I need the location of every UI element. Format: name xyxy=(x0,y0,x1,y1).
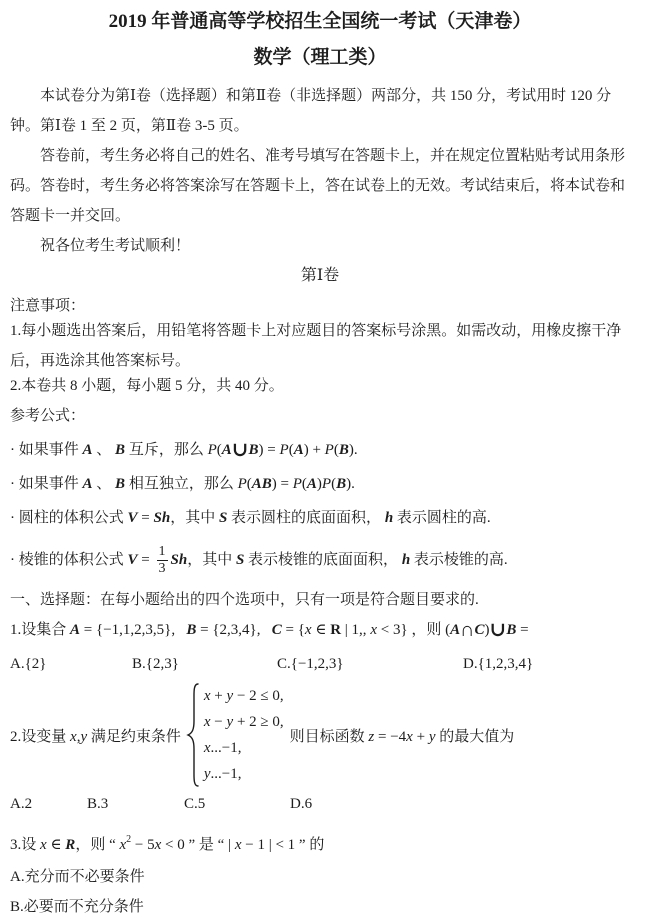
section1-heading: 一、选择题：在每小题给出的四个选项中，只有一项是符合题目要求的. xyxy=(10,592,479,608)
constraint-line-1: x + y − 2 ≤ 0, xyxy=(203,688,284,704)
question-2-objective: 则目标函数 z = −4x + y 的最大值为 xyxy=(289,728,515,745)
constraint-line-3: x...−1, xyxy=(203,740,242,756)
question-3-stem: 3.设 x ∈ R，则 “ $x^2 - 5x < 0$ ” 是 “ | x − 1 | < 1 ” 的 xyxy=(10,834,325,853)
q1-option-c: C.{−1,2,3} xyxy=(277,656,344,672)
intro-paragraph-1: 本试卷分为第Ⅰ卷（选择题）和第Ⅱ卷（非选择题）两部分，共 150 分，考试用时 120 分钟。第Ⅰ卷 1 至 2 页，第Ⅱ卷 3-5 页。 xyxy=(10,88,612,134)
q2-option-a: A.2 xyxy=(10,796,33,812)
page-subtitle: 数学（理工类） xyxy=(253,47,387,68)
q2-option-c: C.5 xyxy=(184,796,206,812)
left-brace-icon xyxy=(185,681,201,789)
q3-option-b: B.必要而不充分条件 xyxy=(10,899,144,915)
constraint-line-4: y...−1, xyxy=(203,766,242,782)
note-item-2: 2.本卷共 8 小题，每小题 5 分，共 40 分。 xyxy=(10,378,284,394)
constraint-line-2: x − y + 2 ≥ 0, xyxy=(203,714,284,730)
q1-option-d: D.{1,2,3,4} xyxy=(463,656,534,672)
question-1-stem: 1.设集合 A = {−1,1,2,3,5}, B = {2,3,4}, C = {x ∈ R | 1,, x < 3} ，则 (A∩C)∪B = xyxy=(10,619,529,641)
intro-paragraph-2: 答卷前，考生务必将自己的姓名、准考号填写在答题卡上，并在规定位置粘贴考试用条形码。答卷时，考生务必将答案涂写在答题卡上，答在试卷上的无效。考试结束后，将本试卷和答题卡一并交回。 xyxy=(10,148,626,224)
question-2-constraints xyxy=(204,683,284,787)
formulas-title: 参考公式： xyxy=(10,408,86,424)
page-title: 2019 年普通高等学校招生全国统一考试（天津卷） xyxy=(108,11,532,32)
formula-pyramid-volume: · 棱锥的体积公式 V = $\frac{1}{3}$ Sh，其中 S 表示棱锥的底面面积， h 表示棱锥的高. xyxy=(10,543,508,577)
question-1-options xyxy=(10,649,630,679)
formula-cylinder-volume: · 圆柱的体积公式 V = Sh，其中 S 表示圆柱的底面面积， h 表示圆柱的高. xyxy=(10,510,491,526)
q3-option-a: A.充分而不必要条件 xyxy=(10,869,145,885)
question-2-stem: 2.设变量 x,y 满足约束条件 xyxy=(10,728,181,745)
note-item-1: 1.每小题选出答案后，用铅笔将答题卡上对应题目的答案标号涂黑。如需改动，用橡皮擦干净后，再选涂其他答案标号。 xyxy=(10,323,622,369)
formula-independent-events: · 如果事件 A 、 B 相互独立，那么 P(AB) = P(A)P(B). xyxy=(10,476,355,492)
q1-option-a: A.{2} xyxy=(10,656,47,672)
formula-mutually-exclusive: · 如果事件 A 、 B 互斥，那么 P(A∪B) = P(A) + P(B). xyxy=(10,439,358,461)
question-2-options xyxy=(10,789,630,819)
notes-title: 注意事项： xyxy=(10,298,86,314)
q2-option-d: D.6 xyxy=(290,796,313,812)
part1-heading: 第Ⅰ卷 xyxy=(300,267,340,284)
q1-option-b: B.{2,3} xyxy=(132,656,179,672)
question-2 xyxy=(10,681,630,789)
intro-wish: 祝各位考生考试顺利！ xyxy=(40,238,191,254)
q2-option-b: B.3 xyxy=(87,796,109,812)
